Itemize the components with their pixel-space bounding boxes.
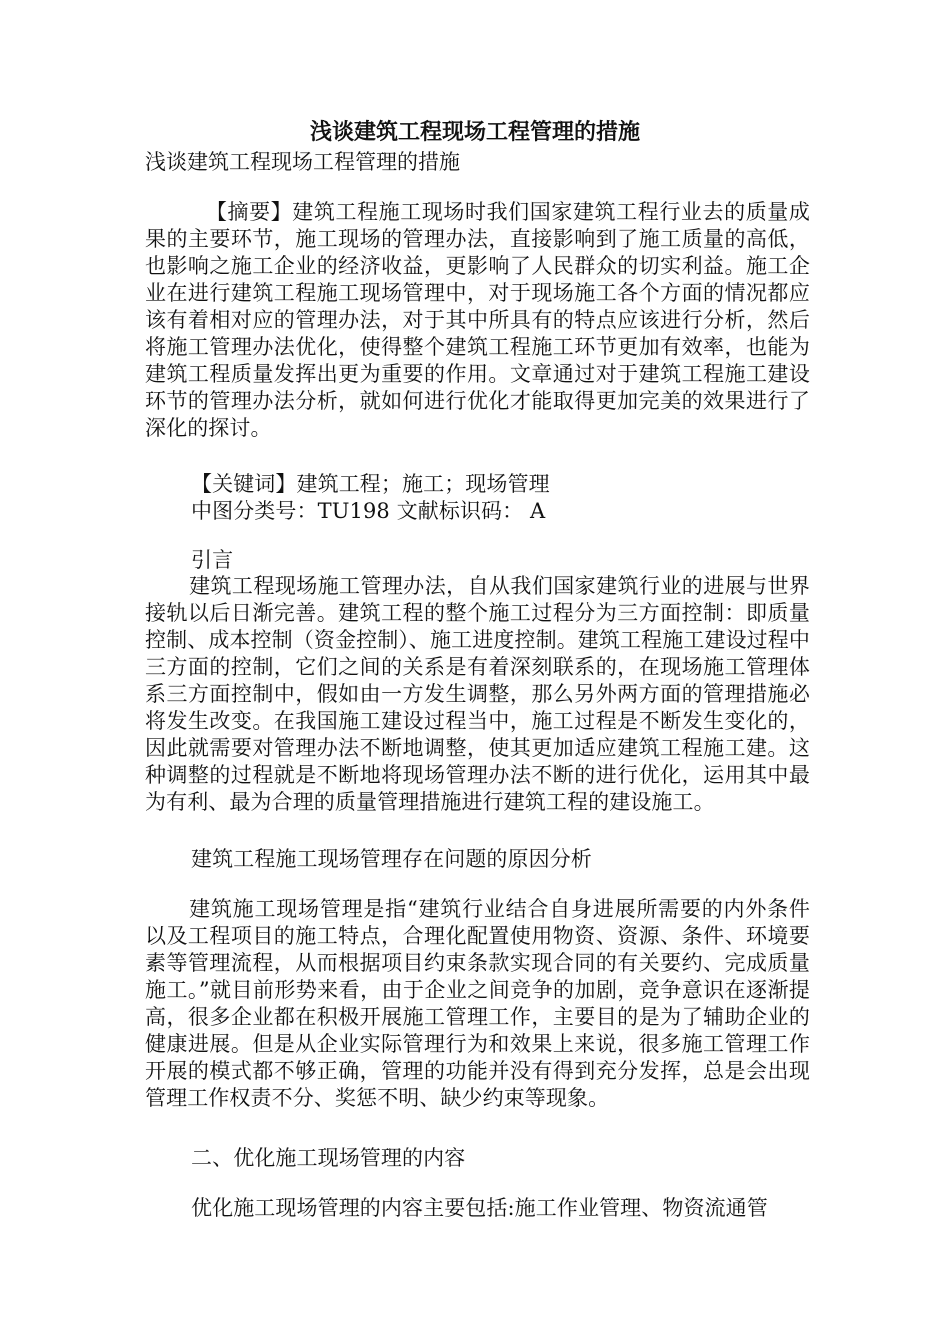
abstract-paragraph: 【摘要】建筑工程施工现场时我们国家建筑工程行业去的质量成果的主要环节，施工现场的管理办法，直接影响到了施工质量的高低，也影响之施工企业的经济收益，更影响了人民群众的切实利益。施工企业在进行建筑工程施工现场管理中，对于现场施工各个方面的情况都应该有着相对应的管理办法，对于其中所具有的特点应该进行分析，然后将施工管理办法优化，使得整个建筑工程施工环节更加有效率，也能为建筑工程质量发挥出更为重要的作用。文章通过对于建筑工程施工建设环节的管理办法分析，就如何进行优化才能取得更加完美的效果进行了深化的探讨。 [145, 200, 810, 440]
section2-paragraph: 优化施工现场管理的内容主要包括:施工作业管理、物资流通管 [191, 1196, 768, 1220]
section1-paragraph: 建筑施工现场管理是指“建筑行业结合自身进展所需要的内外条件以及工程项目的施工特点，合理化配置使用物资、资源、条件、环境要素等管理流程，从而根据项目约束条款实现合同的有关要约、完成质量施工。”就目前形势来看，由于企业之间竞争的加剧，竞争意识在逐渐提高，很多企业都在积极开展施工管理工作，主要目的是为了辅助企业的健康进展。但是从企业实际管理行为和效果上来说，很多施工管理工作开展的模式都不够正确，管理的功能并没有得到充分发挥，总是会出现管理工作权责不分、奖惩不明、缺少约束等现象。 [145, 897, 810, 1110]
document-title: 浅谈建筑工程现场工程管理的措施 [309, 119, 640, 145]
document-subtitle: 浅谈建筑工程现场工程管理的措施 [145, 150, 460, 174]
classification-line: 中图分类号：TU198 文献标识码： A [191, 499, 546, 523]
section1-heading: 建筑工程施工现场管理存在问题的原因分析 [191, 847, 592, 871]
section2-heading: 二、优化施工现场管理的内容 [191, 1146, 466, 1170]
keywords-line: 【关键词】建筑工程；施工；现场管理 [191, 472, 550, 496]
intro-paragraph: 建筑工程现场施工管理办法，自从我们国家建筑行业的进展与世界接轨以后日渐完善。建筑工程的整个施工过程分为三方面控制：即质量控制、成本控制（资金控制）、施工进度控制。建筑工程施工建设过程中三方面的控制，它们之间的关系是有着深刻联系的，在现场施工管理体系三方面控制中，假如由一方发生调整，那么另外两方面的管理措施必将发生改变。在我国施工建设过程当中，施工过程是不断发生变化的，因此就需要对管理办法不断地调整，使其更加适应建筑工程施工建。这种调整的过程就是不断地将现场管理办法不断的进行优化，运用其中最为有利、最为合理的质量管理措施进行建筑工程的建设施工。 [145, 574, 810, 814]
intro-heading: 引言 [191, 548, 234, 572]
